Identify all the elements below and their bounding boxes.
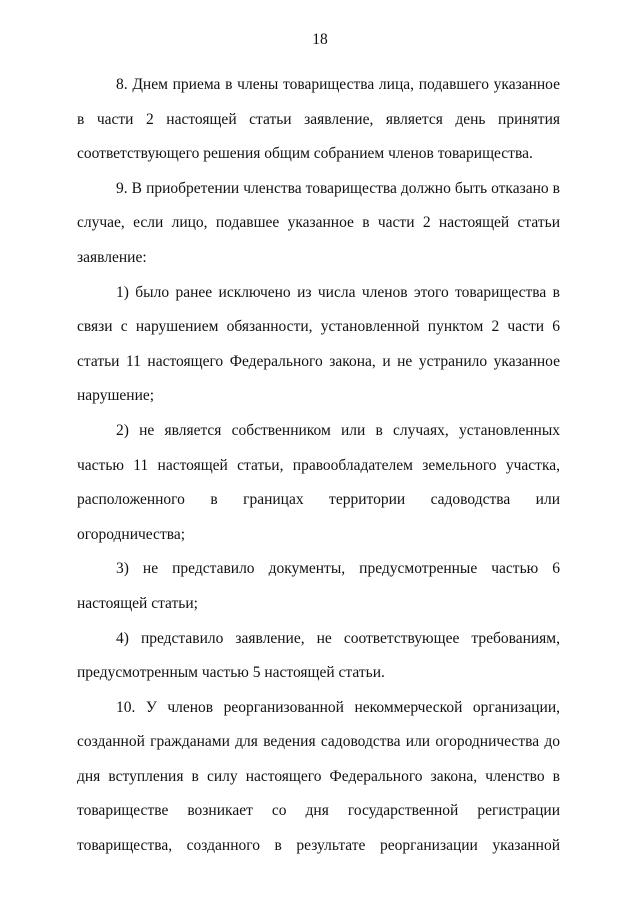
page-number: 18 <box>312 31 328 48</box>
paragraph-9-item-4: 4) представило заявление, не соответствующее требованиям, предусмотренным частью 5 настоящей статьи. <box>77 629 560 682</box>
paragraph-9-item-1: 1) было ранее исключено из числа членов этого товарищества в связи с нарушением обязанности, установленной пунктом 2 части 6 статьи 11 настоящего Федерального закона, и не устранило указанное нарушение; <box>77 283 560 405</box>
paragraph-10: 10. У членов реорганизованной некоммерческой организации, созданной гражданами для ведения садоводства или огородничества до дня вступления в силу настоящего Федерального закона, членство в товариществе возникает со дня государственной регистрации товарищества, созданного в результате реорганизации указанной <box>77 698 560 855</box>
paragraph-9-item-3: 3) не представило документы, предусмотренные частью 6 настоящей статьи; <box>77 560 560 612</box>
document-body <box>77 68 560 864</box>
paragraph-9: 9. В приобретении членства товарищества должно быть отказано в случае, если лицо, подавшее указанное в части 2 настоящей статьи заявление: <box>77 179 560 266</box>
paragraph-9-item-2: 2) не является собственником или в случаях, установленных частью 11 настоящей статьи, правообладателем земельного участка, расположенного в границах территории садоводства или огородничества; <box>77 421 560 543</box>
paragraph-8: 8. Днем приема в члены товарищества лица, подавшего указанное в части 2 настоящей статьи заявление, является день принятия соответствующего решения общим собранием членов товарищества. <box>77 76 560 163</box>
